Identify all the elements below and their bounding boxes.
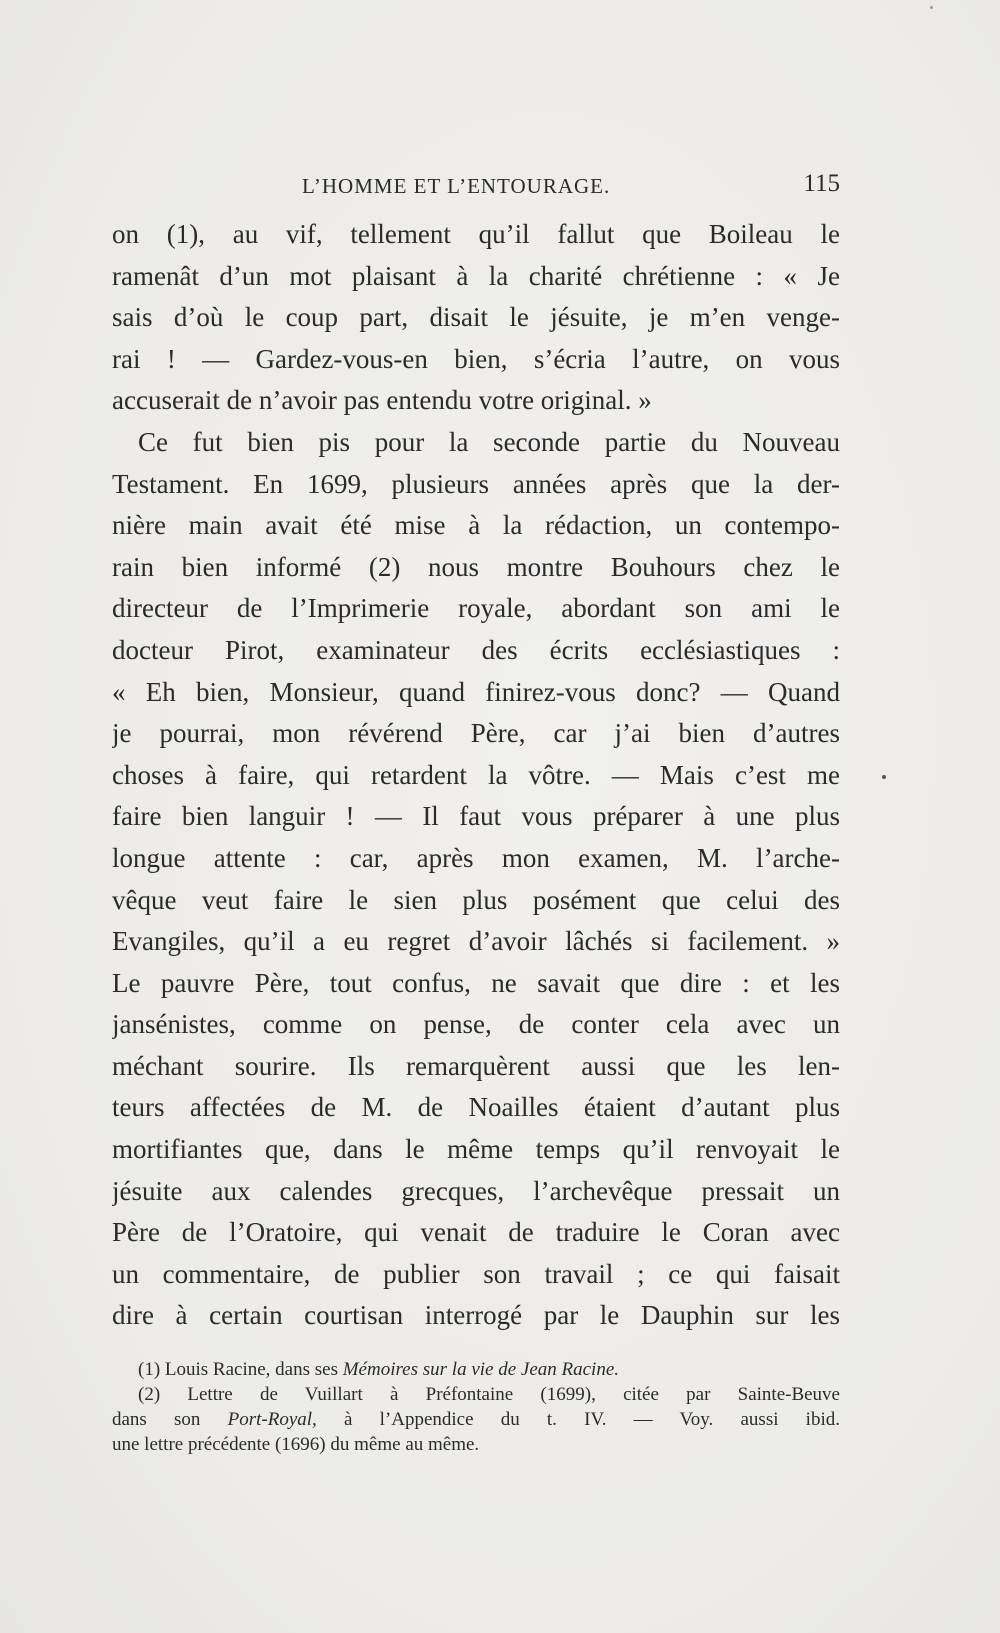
text-line: méchant sourire. Ils remarquèrent aussi que les len-	[112, 1050, 840, 1081]
paper-speck	[930, 6, 933, 9]
footnote-1-text: (1) Louis Racine, dans ses	[138, 1359, 343, 1380]
text-line: Ce fut bien pis pour la seconde partie du Nouveau	[138, 426, 840, 457]
text-line: Père de l’Oratoire, qui venait de traduire le Coran avec	[112, 1217, 840, 1248]
text-line: sais d’où le coup part, disait le jésuite, je m’en venge-	[112, 302, 840, 333]
footnote-2-text-rest: à l’Appendice du t. IV. — Voy. aussi ibid.	[316, 1409, 840, 1430]
text-line: vêque veut faire le sien plus posément que celui des	[112, 884, 840, 915]
page-number: 115	[803, 170, 840, 197]
text-line: jansénistes, comme on pense, de conter cela avec un	[112, 1009, 840, 1040]
text-line: rai ! — Gardez-vous-en bien, s’écria l’autre, on vous	[112, 343, 840, 374]
text-line: Evangiles, qu’il a eu regret d’avoir lâchés si facilement. »	[112, 926, 840, 957]
text-line: je pourrai, mon révérend Père, car j’ai bien d’autres	[112, 718, 840, 749]
text-line: nière main avait été mise à la rédaction, un contempo-	[112, 510, 840, 541]
text-line: un commentaire, de publier son travail ; ce qui faisait	[112, 1258, 840, 1289]
text-line: rain bien informé (2) nous montre Bouhours chez le	[112, 551, 840, 582]
footnote-2-line-2	[112, 1407, 840, 1432]
page-header	[112, 170, 840, 206]
footnote-1	[112, 1357, 840, 1382]
footnote-2-line-3: une lettre précédente (1696) du même au même.	[112, 1434, 480, 1455]
text-line: directeur de l’Imprimerie royale, abordant son ami le	[112, 593, 840, 624]
text-line: teurs affectées de M. de Noailles étaient d’autant plus	[112, 1092, 840, 1123]
running-head: L’HOMME ET L’ENTOURAGE.	[302, 174, 611, 198]
text-line: accuserait de n’avoir pas entendu votre original. »	[112, 385, 652, 416]
footnote-2-title: Port-Royal,	[227, 1409, 317, 1430]
text-line: faire bien languir ! — Il faut vous préparer à une plus	[112, 801, 840, 832]
text-line: dire à certain courtisan interrogé par le Dauphin sur les	[112, 1300, 840, 1331]
body-text	[112, 214, 840, 1337]
footnote-1-title: Mémoires sur la vie de Jean Racine.	[342, 1359, 620, 1380]
footnote-2-text: dans son	[112, 1409, 228, 1430]
text-line: longue attente : car, après mon examen, M. l’arche-	[112, 842, 840, 873]
text-line: mortifiantes que, dans le même temps qu’il renvoyait le	[112, 1134, 840, 1165]
text-line: jésuite aux calendes grecques, l’archevêque pressait un	[112, 1175, 840, 1206]
footnote-2-line-1: (2) Lettre de Vuillart à Préfontaine (1699), citée par Sainte-Beuve	[138, 1384, 840, 1405]
paper-speck	[882, 775, 886, 779]
text-line: choses à faire, qui retardent la vôtre. — Mais c’est me	[112, 759, 840, 790]
footnotes	[112, 1357, 840, 1457]
text-line: docteur Pirot, examinateur des écrits ecclésiastiques :	[112, 634, 840, 665]
text-line: Le pauvre Père, tout confus, ne savait que dire : et les	[112, 967, 840, 998]
text-line: on (1), au vif, tellement qu’il fallut que Boileau le	[112, 219, 840, 249]
text-line: « Eh bien, Monsieur, quand finirez-vous donc? — Quand	[112, 676, 840, 707]
text-line: ramenât d’un mot plaisant à la charité chrétienne : « Je	[112, 260, 840, 291]
text-line: Testament. En 1699, plusieurs années après que la der-	[112, 468, 840, 499]
